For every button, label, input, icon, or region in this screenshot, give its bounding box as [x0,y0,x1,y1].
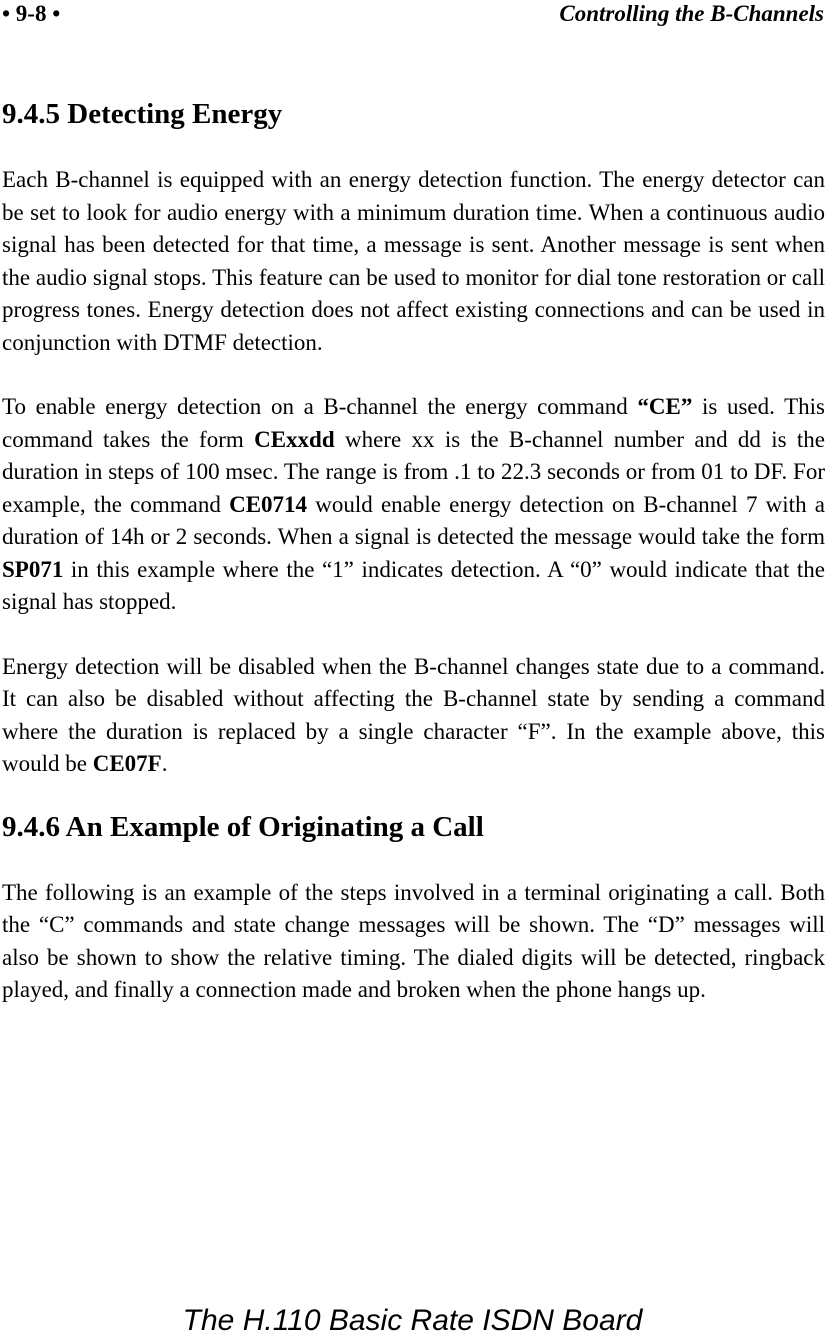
page-footer: The H.110 Basic Rate ISDN Board [182,1304,643,1337]
command-ce0714: CE0714 [229,491,308,517]
command-cexxdd: CExxdd [254,426,335,452]
text-run: Energy detection will be disabled when the B-channel changes state due to a command. It can also be disabled without affecting the B-channel state by sending a command where the duration is replaced by a single character “F”. In the example above, this would be [2,653,825,776]
message-sp071: SP071 [2,556,64,582]
text-run: where xx is the B-channel number and dd is the duration in steps of 100 msec. The range is from .1 to 22.3 seconds or from 01 to DF. For example, the command [2,426,825,517]
section-heading-9-4-5: 9.4.5 Detecting Energy [2,98,283,130]
command-ce07f: CE07F [92,751,162,776]
paragraph-call-example: The following is an example of the steps involved in a terminal originating a call. Both the “C” commands and state change messages will be shown. The “D” messages will also be shown to show the relative timing. The dialed digits will be detected, ringback played, and finally a connection made and broken when the phone hangs up. [2,879,825,1002]
page-body [2,94,825,1007]
text-run: would enable energy detection on B-channel 7 with a duration of 14h or 2 seconds. When a signal is detected the message would take the form [2,491,825,549]
paragraph-energy-intro: Each B-channel is equipped with an energy detection function. The energy detector can be set to look for audio energy with a minimum duration time. When a continuous audio signal has been detected for that time, a message is sent. Another message is sent when the audio signal stops. This feature can be used to monitor for dial tone restoration or call progress tones. Energy detection does not affect existing connections and can be used in conjunction with DTMF detection. [2,167,825,355]
section-heading-9-4-6: 9.4.6 An Example of Originating a Call [2,810,484,843]
paragraph-energy-disable [2,651,825,781]
page-header [2,0,825,30]
text-run: To enable energy detection on a B-channel the energy command [2,394,638,419]
text-run: . [161,751,168,776]
text-run: is used. This command takes the form [2,394,825,452]
command-ce-quoted: “CE” [637,394,693,419]
page-number: • 9-8 • [2,1,61,26]
paragraph-energy-command [2,391,825,619]
text-run: in this example where the “1” indicates detection. A “0” would indicate that the signal has stopped. [2,556,825,614]
chapter-title: Controlling the B-Channels [559,1,824,26]
